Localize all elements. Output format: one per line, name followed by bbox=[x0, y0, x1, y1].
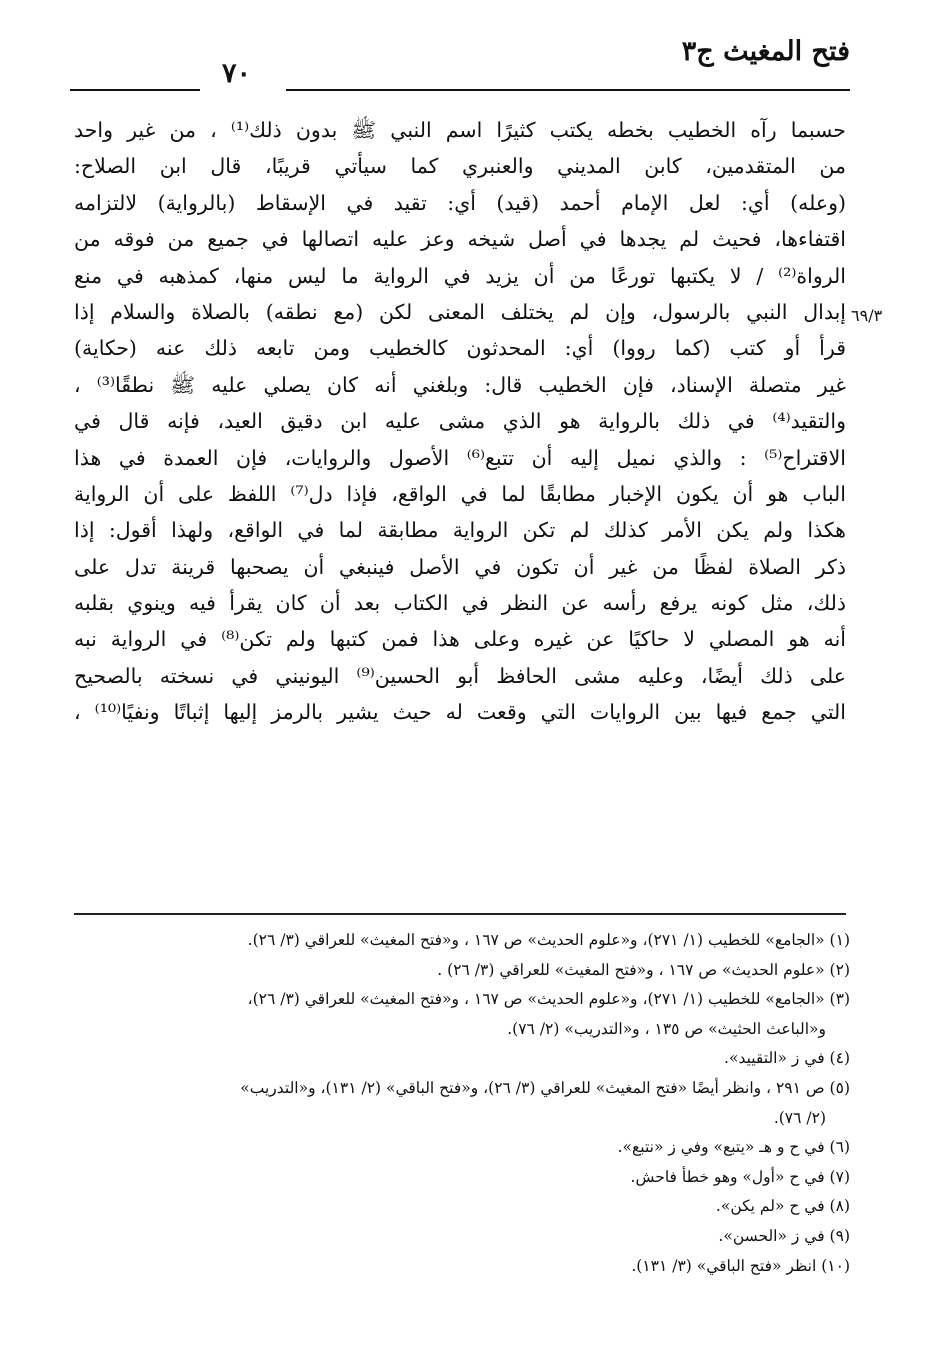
footnote-item: (٩) في ز «الحسن». bbox=[718, 1226, 850, 1245]
footnote-item: (٥) ص ٢٩١ ، وانظر أيضًا «فتح المغيث» للعراقي (٣/ ٢٦)، و«فتح الباقي» (٢/ ١٣١)، و«التدريب» bbox=[240, 1078, 850, 1097]
footnote-item: (٣) «الجامع» للخطيب (١/ ٢٧١)، و«علوم الحديث» ص ١٦٧ ، و«فتح المغيث» للعراقي (٣/ ٢٦)، bbox=[247, 990, 850, 1009]
text-line: التي جمع فيها بين الروايات التي وقعت له حيث يشير بالرمز إليها إثباتًا ونفيًا⁽¹⁰⁾ ، bbox=[74, 700, 846, 725]
footnote-item: (٢) «علوم الحديث» ص ١٦٧ ، و«فتح المغيث» للعراقي (٣/ ٢٦) . bbox=[437, 960, 850, 979]
text-line: الرواة⁽²⁾ / لا يكتبها تورعًا من أن يزيد في الرواية ما ليس منها، كمذهبه في منع bbox=[74, 263, 846, 288]
footnote-item: (١٠) انظر «فتح الباقي» (٣/ ١٣١). bbox=[631, 1256, 850, 1275]
text-line: ذلك، مثل كونه يرفع رأسه عن النظر في الكتاب بعد أن كان يقرأ فيه وينوي بقلبه bbox=[74, 591, 846, 616]
text-line: أنه هو المصلي لا حاكيًا عن غيره وعلى هذا فمن كتبها ولم تكن⁽⁸⁾ في الرواية نبه bbox=[74, 627, 846, 652]
main-text bbox=[74, 112, 846, 731]
page-header bbox=[70, 30, 850, 90]
footnote-item: (٨) في ح «لم يكن». bbox=[715, 1197, 850, 1216]
text-line: (وعله) أي: لعل الإمام أحمد (قيد) أي: تقيد في الإسقاط (بالرواية) لالتزامه bbox=[74, 190, 846, 215]
text-line: غير متصلة الإسناد، فإن الخطيب قال: وبلغني أنه كان يصلي عليه ﷺ نطقًا⁽³⁾ ، bbox=[74, 372, 846, 397]
footnotes bbox=[74, 926, 850, 1281]
margin-note: ٦٩/٣ bbox=[851, 306, 883, 325]
running-title: فتح المغيث ج٣ bbox=[681, 36, 850, 67]
text-line: ذكر الصلاة لفظًا من غير أن تكون في الأصل فينبغي أن يصحبها قرينة تدل على bbox=[74, 554, 846, 579]
text-line: الاقتراح⁽⁵⁾ : والذي نميل إليه أن تتبع⁽⁶⁾ الأصول والروايات، فإن العمدة في هذا bbox=[74, 445, 846, 470]
text-line: على ذلك أيضًا، وعليه مشى الحافظ أبو الحسين⁽⁹⁾ اليونيني في نسخته بالصحيح bbox=[74, 663, 846, 688]
page-number: ٧٠ bbox=[222, 58, 252, 89]
footnote-continuation: و«الباعث الحثيث» ص ١٣٥ ، و«التدريب» (٢/ ٧٦). bbox=[507, 1019, 826, 1038]
text-line: هكذا ولم يكن الأمر كذلك لم تكن الرواية مطابقة لما في الواقع، ولهذا أقول: إذا bbox=[74, 518, 846, 543]
text-line: من المتقدمين، كابن المديني والعنبري كما سيأتي قريبًا، قال ابن الصلاح: bbox=[74, 154, 846, 179]
text-line: قرأ أو كتب (كما رووا) أي: المحدثون كالخطيب ومن تابعه ذلك عنه (حكاية) bbox=[74, 336, 846, 361]
text-line: حسبما رآه الخطيب بخطه يكتب كثيرًا اسم النبي ﷺ بدون ذلك⁽¹⁾ ، من غير واحد bbox=[74, 118, 846, 142]
text-line: إبدال النبي بالرسول، وإن لم يختلف المعنى لكن (مع نطقه) بالصلاة والسلام إذا bbox=[74, 299, 846, 324]
footnote-item: (١) «الجامع» للخطيب (١/ ٢٧١)، و«علوم الحديث» ص ١٦٧ ، و«فتح المغيث» للعراقي (٣/ ٢٦). bbox=[247, 931, 850, 949]
text-line: اقتفاءها، فحيث لم يجدها في أصل شيخه وعز عليه اتصالها في جميع من فوقه من bbox=[74, 227, 846, 252]
footnote-item: (٤) في ز «التقييد». bbox=[724, 1049, 850, 1068]
header-rule-right bbox=[286, 89, 850, 91]
header-rule-left bbox=[70, 89, 200, 91]
footnote-item: (٧) في ح «أول» وهو خطأ فاحش. bbox=[630, 1167, 850, 1186]
footnote-item: (٦) في ح و هـ «يتبع» وفي ز «نتبع». bbox=[617, 1138, 850, 1157]
footnote-continuation: (٢/ ٧٦). bbox=[773, 1108, 826, 1127]
footnote-separator bbox=[74, 913, 846, 915]
text-line: الباب هو أن يكون الإخبار مطابقًا لما في الواقع، فإذا دل⁽⁷⁾ اللفظ على أن الرواية bbox=[74, 481, 846, 506]
text-line: والتقيد⁽⁴⁾ في ذلك بالرواية هو الذي مشى عليه ابن دقيق العيد، فإنه قال في bbox=[74, 409, 846, 434]
